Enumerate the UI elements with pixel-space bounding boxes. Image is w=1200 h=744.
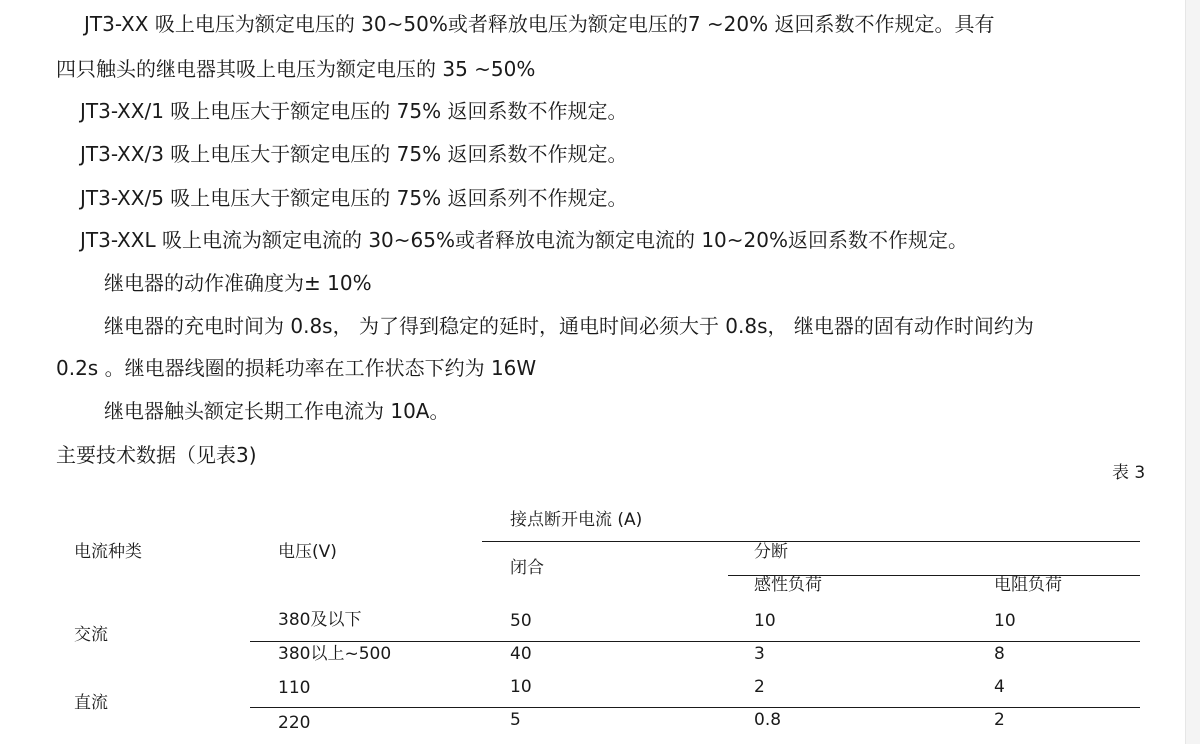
cell-resistive: 8 [994,644,1005,664]
header-voltage: 电压(V) [278,542,337,562]
cell-inductive: 3 [754,644,765,664]
cell-voltage: 380及以下 [278,610,362,630]
header-inductive-load: 感性负荷 [754,575,822,595]
group-dc-label: 直流 [74,693,108,713]
header-current-type: 电流种类 [74,542,142,562]
group-ac-label: 交流 [74,625,108,645]
cell-voltage: 110 [278,678,311,698]
paragraph-four-contacts: 四只触头的继电器其吸上电压为额定电压的 35 ~50% [56,57,536,81]
cell-resistive: 2 [994,710,1005,730]
paragraph-jt3-xx-3: JT3-XX/3 吸上电压大于额定电压的 75% 返回系数不作规定。 [80,142,628,166]
header-breaking: 分断 [754,542,788,562]
cell-inductive: 10 [754,611,776,631]
cell-closing: 50 [510,611,532,631]
paragraph-jt3-xx: JT3-XX 吸上电压为额定电压的 30~50%或者释放电压为额定电压的7 ~20% 返回系数不作规定。具有 [84,12,995,36]
paragraph-jt3-xxl: JT3-XXL 吸上电流为额定电流的 30~65%或者释放电流为额定电流的 10~20%返回系数不作规定。 [80,228,968,252]
cell-voltage: 220 [278,713,311,733]
header-resistive-load: 电阻负荷 [994,575,1062,595]
cell-inductive: 2 [754,677,765,697]
paragraph-charging-time: 继电器的充电时间为 0.8s， 为了得到稳定的延时，通电时间必须大于 0.8s， 继电器的固有动作时间约为 [104,314,1034,338]
table-label: 表 3 [1112,463,1146,483]
paragraph-jt3-xx-1: JT3-XX/1 吸上电压大于额定电压的 75% 返回系数不作规定。 [80,99,628,123]
cell-closing: 5 [510,710,521,730]
cell-resistive: 10 [994,611,1016,631]
paragraph-accuracy: 继电器的动作准确度为± 10% [104,271,372,295]
cell-inductive: 0.8 [754,710,782,730]
cell-closing: 40 [510,644,532,664]
row-rule-dc [250,707,1140,708]
paragraph-coil-power: 0.2s 。继电器线圈的损耗功率在工作状态下约为 16W [56,356,537,380]
cell-resistive: 4 [994,677,1005,697]
paragraph-contact-current: 继电器触头额定长期工作电流为 10A。 [104,399,450,423]
header-closing: 闭合 [510,558,544,578]
cell-closing: 10 [510,677,532,697]
paragraph-jt3-xx-5: JT3-XX/5 吸上电压大于额定电压的 75% 返回系列不作规定。 [80,186,628,210]
section-title: 主要技术数据（见表3) [56,443,257,467]
row-rule-ac [250,641,1140,642]
cell-voltage: 380以上~500 [278,644,392,664]
header-breaking-current: 接点断开电流 (A) [510,510,643,530]
vertical-scrollbar[interactable] [1185,0,1200,744]
header-rule-top [482,541,1140,542]
